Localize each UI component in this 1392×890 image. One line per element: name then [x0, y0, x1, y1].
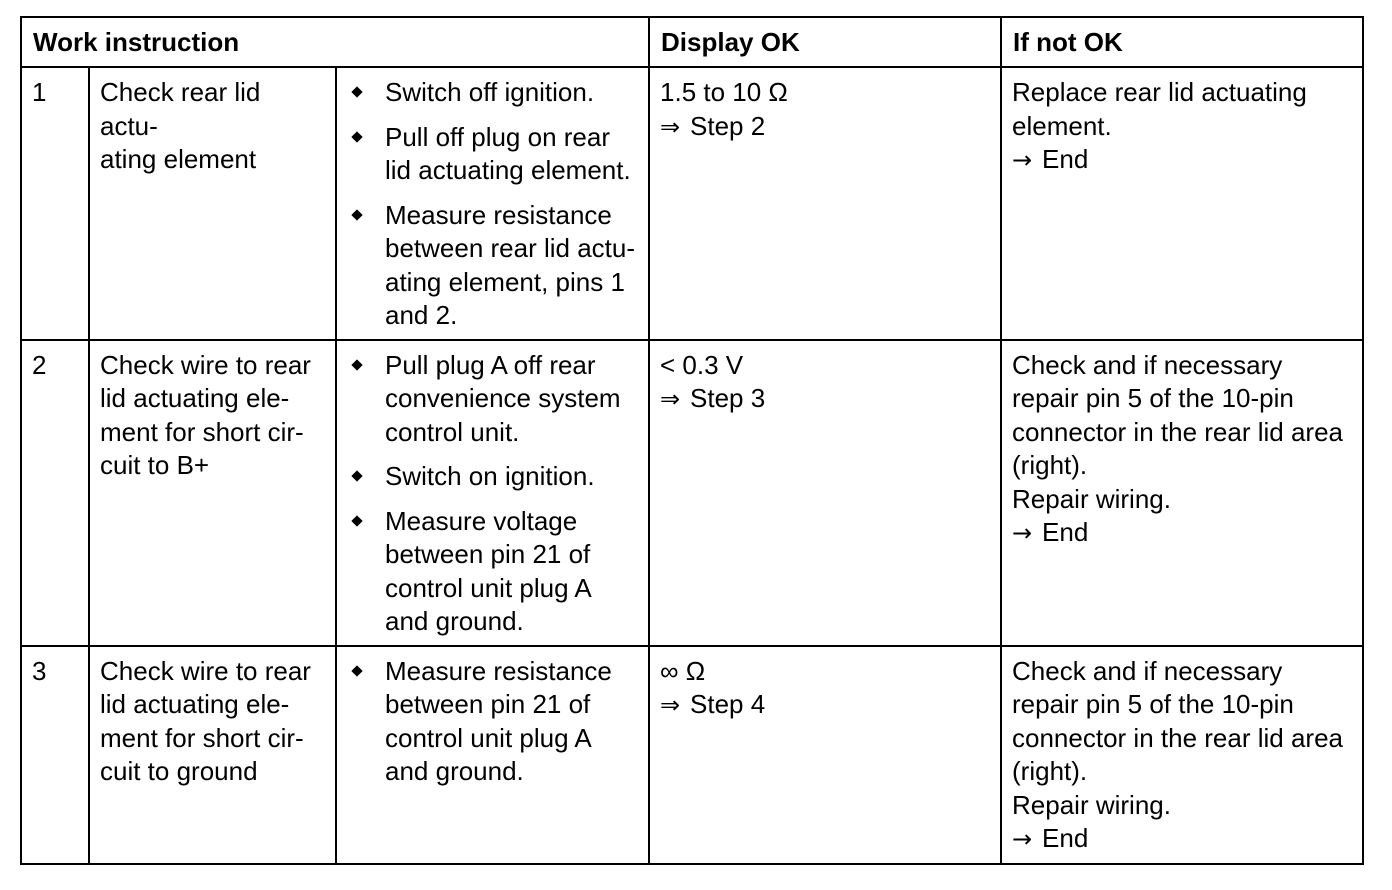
double-arrow-right-icon: ⇒	[660, 385, 681, 413]
instruction-text: Measure resistance between pin 21 of control unit plug A and ground.	[385, 655, 612, 786]
if-not-ok-cell	[1001, 67, 1363, 340]
display-ok-cell	[649, 340, 1001, 646]
not-ok-text: connector in the rear lid area	[1012, 416, 1343, 447]
task-cell	[89, 67, 336, 340]
next-step	[660, 110, 990, 145]
header-display-ok: Display OK	[649, 17, 1001, 67]
end-marker	[1012, 143, 1352, 178]
diamond-bullet-icon	[351, 515, 362, 526]
not-ok-text: repair pin 5 of the 10-pin	[1012, 383, 1294, 413]
not-ok-text: Check and if necessary	[1012, 655, 1283, 686]
instruction-item	[347, 349, 638, 450]
next-step-label: Step 2	[690, 110, 766, 141]
instruction-list	[347, 655, 638, 789]
end-marker	[1012, 516, 1352, 551]
not-ok-text: Replace rear lid actuating	[1012, 77, 1307, 107]
display-value: < 0.3 V	[660, 349, 744, 380]
diamond-bullet-icon	[351, 131, 362, 142]
diamond-bullet-icon	[351, 470, 362, 481]
instruction-item	[347, 121, 638, 188]
task-text: lid actuating ele-	[100, 383, 290, 413]
not-ok-text: (right).	[1012, 756, 1088, 786]
next-step	[660, 688, 990, 723]
instruction-cell	[336, 646, 649, 864]
display-ok-cell	[649, 646, 1001, 864]
instruction-item	[347, 199, 638, 333]
instruction-cell	[336, 67, 649, 340]
arrow-right-icon: →	[1012, 519, 1033, 547]
task-text: ment for short cir-	[100, 416, 304, 447]
next-step-label: Step 3	[690, 383, 766, 413]
next-step	[660, 382, 990, 417]
step-number: 3	[21, 646, 89, 864]
instruction-item	[347, 460, 638, 494]
instruction-item	[347, 505, 638, 639]
not-ok-text: element.	[1012, 110, 1112, 141]
task-text: cuit to ground	[100, 756, 258, 786]
end-label: End	[1042, 823, 1089, 853]
header-work-instruction: Work instruction	[21, 17, 649, 67]
display-value: ∞ Ω	[660, 655, 706, 686]
work-instruction-table	[20, 16, 1364, 865]
instruction-text: Measure voltage between pin 21 of control unit plug A and ground.	[385, 505, 591, 636]
task-text: cuit to B+	[100, 450, 210, 480]
header-row	[21, 17, 1363, 67]
next-step-label: Step 4	[690, 689, 766, 719]
table-row	[21, 646, 1363, 864]
task-cell	[89, 340, 336, 646]
instruction-text: Pull off plug on rear lid actuating element.	[385, 121, 631, 185]
not-ok-text: connector in the rear lid area	[1012, 722, 1343, 753]
if-not-ok-cell	[1001, 646, 1363, 864]
table-row	[21, 340, 1363, 646]
diamond-bullet-icon	[351, 86, 362, 97]
not-ok-text: Repair wiring.	[1012, 789, 1171, 820]
end-label: End	[1042, 517, 1089, 547]
double-arrow-right-icon: ⇒	[660, 691, 681, 719]
task-text: lid actuating ele-	[100, 689, 290, 719]
arrow-right-icon: →	[1012, 146, 1033, 174]
step-number: 2	[21, 340, 89, 646]
instruction-item	[347, 655, 638, 789]
diamond-bullet-icon	[351, 359, 362, 370]
instruction-list	[347, 76, 638, 333]
end-label: End	[1042, 144, 1089, 174]
instruction-item	[347, 76, 638, 110]
instruction-text: Pull plug A off rear convenience system control unit.	[385, 349, 621, 447]
header-if-not-ok: If not OK	[1001, 17, 1363, 67]
table-row	[21, 67, 1363, 340]
task-text: Check wire to rear	[100, 349, 311, 380]
diamond-bullet-icon	[351, 665, 362, 676]
not-ok-text: (right).	[1012, 450, 1088, 480]
task-text: ment for short cir-	[100, 722, 304, 753]
instruction-text: Measure resistance between rear lid actu- ating element, pins 1 and 2.	[385, 199, 636, 330]
double-arrow-right-icon: ⇒	[660, 112, 681, 141]
display-value: 1.5 to 10 Ω	[660, 77, 788, 107]
task-cell	[89, 646, 336, 864]
not-ok-text: repair pin 5 of the 10-pin	[1012, 689, 1294, 719]
instruction-text: Switch off ignition.	[385, 77, 595, 107]
step-number: 1	[21, 67, 89, 340]
instruction-text: Switch on ignition.	[385, 461, 595, 491]
not-ok-text: Repair wiring.	[1012, 483, 1171, 514]
arrow-right-icon: →	[1012, 825, 1033, 853]
instruction-list	[347, 349, 638, 639]
end-marker	[1012, 822, 1352, 857]
task-text: Check rear lid actu-	[100, 77, 261, 141]
display-ok-cell	[649, 67, 1001, 340]
if-not-ok-cell	[1001, 340, 1363, 646]
task-text: Check wire to rear	[100, 655, 311, 686]
diamond-bullet-icon	[351, 209, 362, 220]
instruction-cell	[336, 340, 649, 646]
task-text: ating element	[100, 144, 257, 174]
not-ok-text: Check and if necessary	[1012, 349, 1283, 380]
